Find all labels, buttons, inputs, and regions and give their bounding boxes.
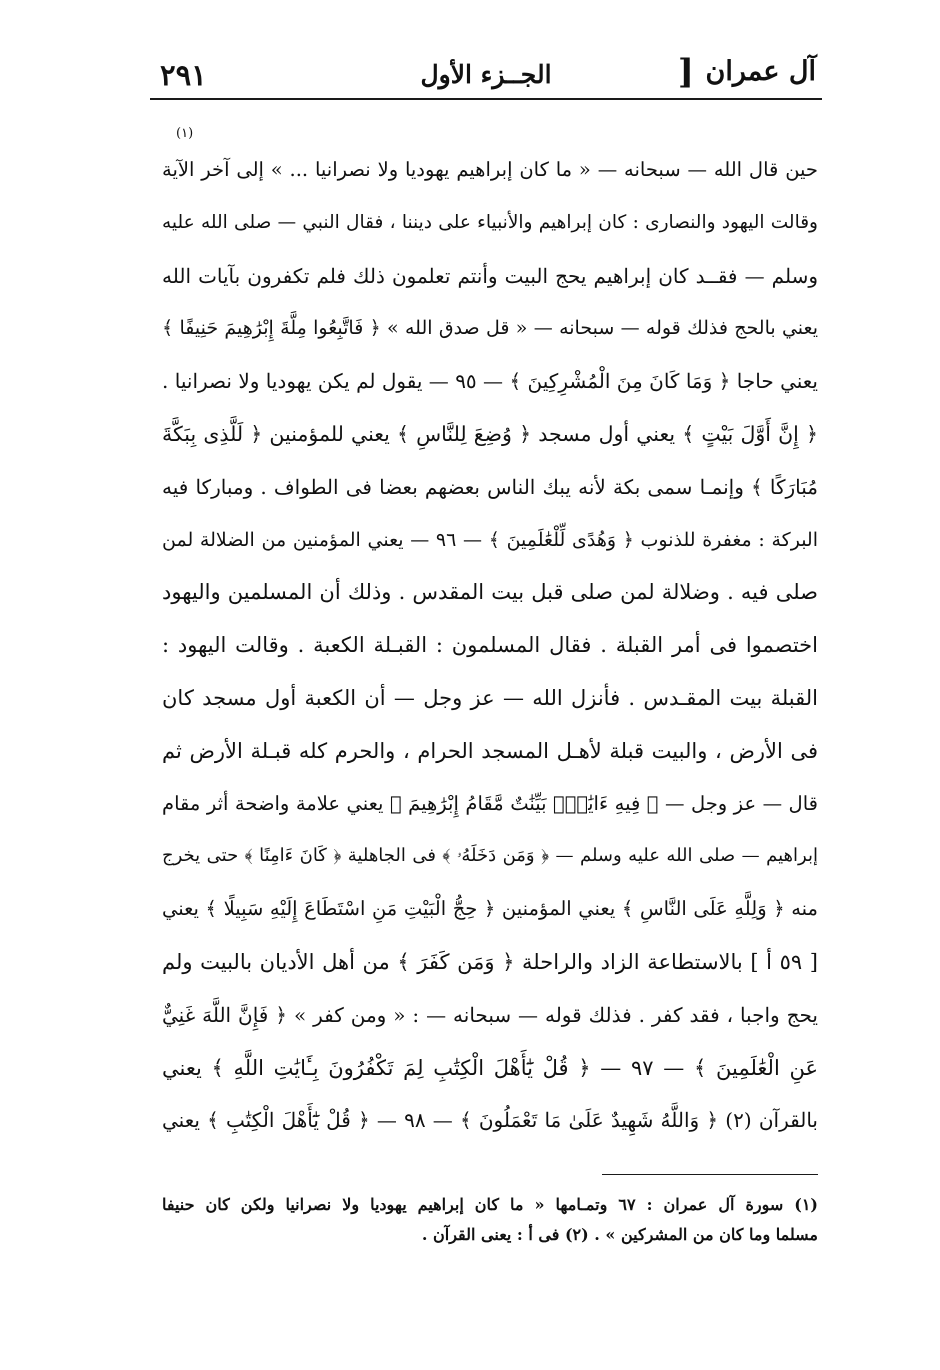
text-line: يعني حاجا ﴿ وَمَا كَانَ مِنَ الْمُشْرِكِينَ ﴾ — ٩٥ — يقول لم يكن يهوديا ولا نصرانيا .: [162, 369, 818, 394]
text-line: وسلم — فقــد كان إبراهيم يحج البيت وأنتم تعلمون ذلك فلم تكفرون بآيات الله: [162, 263, 818, 288]
text-line: حين قال الله — سبحانه — « ما كان إبراهيم يهوديا ولا نصرانيا ... » إلى آخر الآية: [162, 158, 818, 181]
footnote-separator: [602, 1174, 818, 1175]
text-line: مُبَارَكًا ﴾ وإنمـا سمى بكة لأنه يبك الناس بعضهم بعضا فى الطواف . ومباركا فيه: [162, 474, 818, 499]
part-title: الجــزء الأول: [420, 60, 552, 89]
text-line: القبلة بيت المقـدس . فأنزل الله — عز وجل — أن الكعبة أول مسجد كان: [162, 685, 818, 710]
footnote-line: مسلما وما كان من المشركين » . (٢) فى أ : يعنى القرآن .: [421, 1225, 818, 1244]
text-line: عَنِ الْعَٰلَمِينَ ﴾ — ٩٧ — ﴿ قُلْ يَٰٓأَهْلَ الْكِتَٰبِ لِمَ تَكْفُرُونَ بِـَٔايَٰتِ اللَّهِ ﴾ يعني: [162, 1055, 818, 1080]
page-number: ٢٩١: [160, 58, 207, 92]
text-line: منه ﴿ وَلِلَّهِ عَلَى النَّاسِ ﴾ يعني المؤمنين ﴿ حِجُّ الْبَيْتِ مَنِ اسْتَطَاعَ إِلَيْهِ سَبِيلًا ﴾ يعني: [162, 897, 818, 921]
text-line: يعني بالحج فذلك قوله — سبحانه — « قل صدق الله » ﴿ فَاتَّبِعُوا مِلَّةَ إِبْرَٰهِيمَ حَنِيفًا ﴾: [162, 317, 818, 340]
text-line: صلى فيه . وضلالة لمن صلى قبل بيت المقدس . وذلك أن المسلمين واليهود: [162, 580, 818, 605]
footnote-line: (١) سورة آل عمران : ٦٧ وتمـامها « ما كان إبراهيم يهوديا ولا نصرانيا ولكن كان حنيفا: [162, 1195, 818, 1214]
text-line: بالقرآن (٢) ﴿ وَاللَّهُ شَهِيدٌ عَلَىٰ مَا تَعْمَلُونَ ﴾ — ٩٨ — ﴿ قُلْ يَٰٓأَهْلَ الْكِتَٰبِ ﴾ يعني: [162, 1108, 818, 1133]
header-rule: [150, 98, 822, 100]
text-line: اختصموا فى أمر القبلة . فقال المسلمون : القبـلة الكعبة . وقالت اليهود :: [162, 633, 818, 658]
footnotes: [162, 1190, 818, 1250]
text-line: ﴿ إِنَّ أَوَّلَ بَيْتٍ ﴾ يعني أول مسجد ﴿ وُضِعَ لِلنَّاسِ ﴾ يعني للمؤمنين ﴿ لَلَّذِى بِبَكَّةَ: [162, 421, 818, 446]
text-line: فى الأرض ، والبيت قبلة لأهـل المسجد الحرام ، والحرم كله قبـلة الأرض ثم: [162, 738, 818, 763]
body-text: [162, 146, 818, 1149]
text-line: البركة : مغفرة للذنوب ﴿ وَهُدًى لِّلْعَٰلَمِينَ ﴾ — ٩٦ — يعني المؤمنين من الضلالة لمن: [162, 528, 818, 551]
surah-title: آل عمران: [705, 56, 816, 87]
text-line: يحج واجبا ، فقد كفر . فذلك قوله — سبحانه — : « ومن كفر » ﴿ فَإِنَّ اللَّهَ غَنِيٌّ: [162, 1002, 818, 1027]
footnote-marker: (١): [176, 126, 194, 141]
text-line: وقالت اليهود والنصارى : كان إبراهيم والأنبياء على ديننا ، فقال النبي — صلى الله عليه: [162, 211, 818, 233]
header-bracket: [: [677, 52, 694, 92]
text-line: قال — عز وجل — ﴿ فِيهِ ءَايَٰتٌۢ بَيِّنَٰتٌ مَّقَامُ إِبْرَٰهِيمَ ﴾ يعني علامة واضحة أثر مقام: [162, 791, 818, 815]
text-line: إبراهيم — صلى الله عليه وسلم — ﴿ وَمَن دَخَلَهُۥ ﴾ فى الجاهلية ﴿ كَانَ ءَامِنًا ﴾ حتى يخرج: [162, 845, 818, 867]
text-line: [ ٥٩ أ ] بالاستطاعة الزاد والراحلة ﴿ وَمَن كَفَرَ ﴾ من أهل الأديان بالبيت ولم: [162, 949, 818, 974]
page-header: [150, 52, 822, 100]
